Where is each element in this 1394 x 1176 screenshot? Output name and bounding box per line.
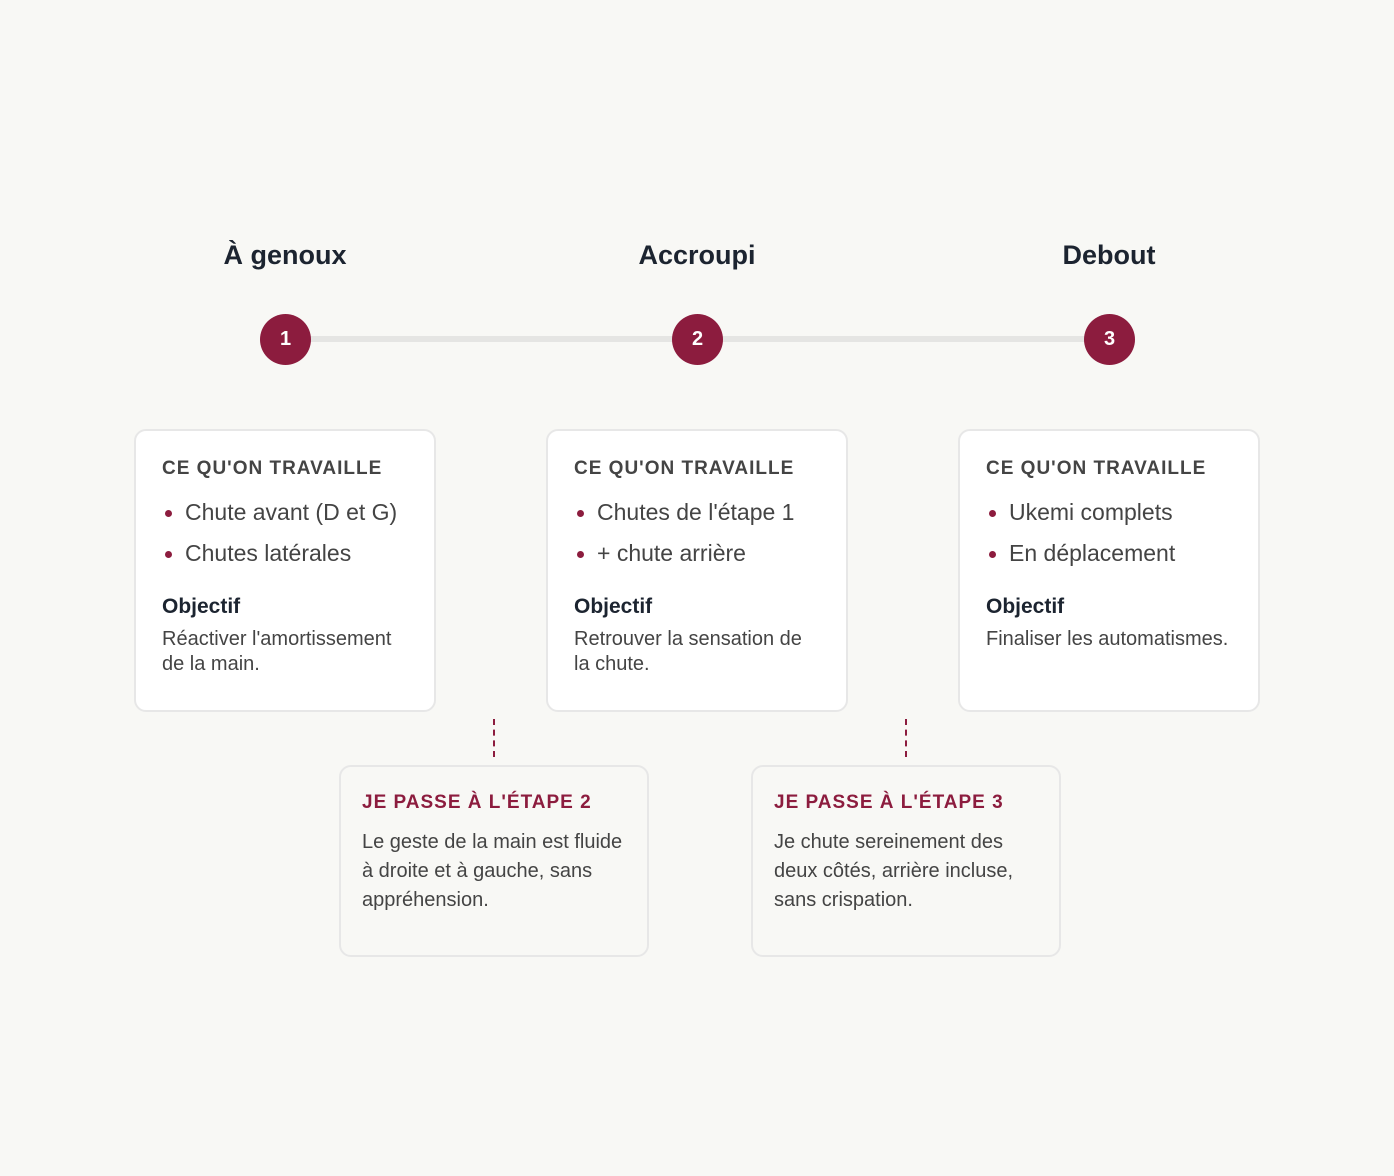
transition-2-card — [751, 765, 1061, 957]
step-3-marker: 3 — [1084, 314, 1135, 365]
step-2-marker: 2 — [672, 314, 723, 365]
objective-text: Réactiver l'amortissement de la main. — [162, 628, 392, 675]
list-item: Chutes de l'étape 1 — [574, 498, 820, 526]
work-list — [574, 498, 820, 567]
list-item: En déplacement — [986, 539, 1232, 567]
step-3-card — [958, 429, 1260, 712]
work-list — [162, 498, 408, 567]
transition-2-connector — [905, 719, 907, 757]
list-item: + chute arrière — [574, 539, 820, 567]
transition-heading: JE PASSE À L'ÉTAPE 3 — [774, 792, 1004, 813]
work-list — [986, 498, 1232, 567]
transition-1-card — [339, 765, 649, 957]
list-item: Chutes latérales — [162, 539, 408, 567]
objective-label: Objectif — [574, 595, 653, 618]
transition-1-connector — [493, 719, 495, 757]
objective-label: Objectif — [162, 595, 241, 618]
step-3-title: Debout — [1062, 240, 1156, 270]
objective-label: Objectif — [986, 595, 1065, 618]
step-1-title: À genoux — [223, 240, 347, 270]
objective-text: Retrouver la sensation de la chute. — [574, 628, 802, 675]
list-item: Ukemi complets — [986, 498, 1232, 526]
transition-heading: JE PASSE À L'ÉTAPE 2 — [362, 792, 592, 813]
step-2-title: Accroupi — [638, 240, 756, 270]
transition-text: Je chute sereinement des deux côtés, arrière incluse, sans crispation. — [774, 831, 1014, 911]
card-heading: CE QU'ON TRAVAILLE — [986, 458, 1207, 479]
card-heading: CE QU'ON TRAVAILLE — [162, 458, 383, 479]
card-heading: CE QU'ON TRAVAILLE — [574, 458, 795, 479]
step-2-card — [546, 429, 848, 712]
transition-text: Le geste de la main est fluide à droite et à gauche, sans appréhension. — [362, 831, 623, 911]
list-item: Chute avant (D et G) — [162, 498, 408, 526]
step-1-marker: 1 — [260, 314, 311, 365]
step-1-card — [134, 429, 436, 712]
objective-text: Finaliser les automatismes. — [986, 628, 1229, 650]
